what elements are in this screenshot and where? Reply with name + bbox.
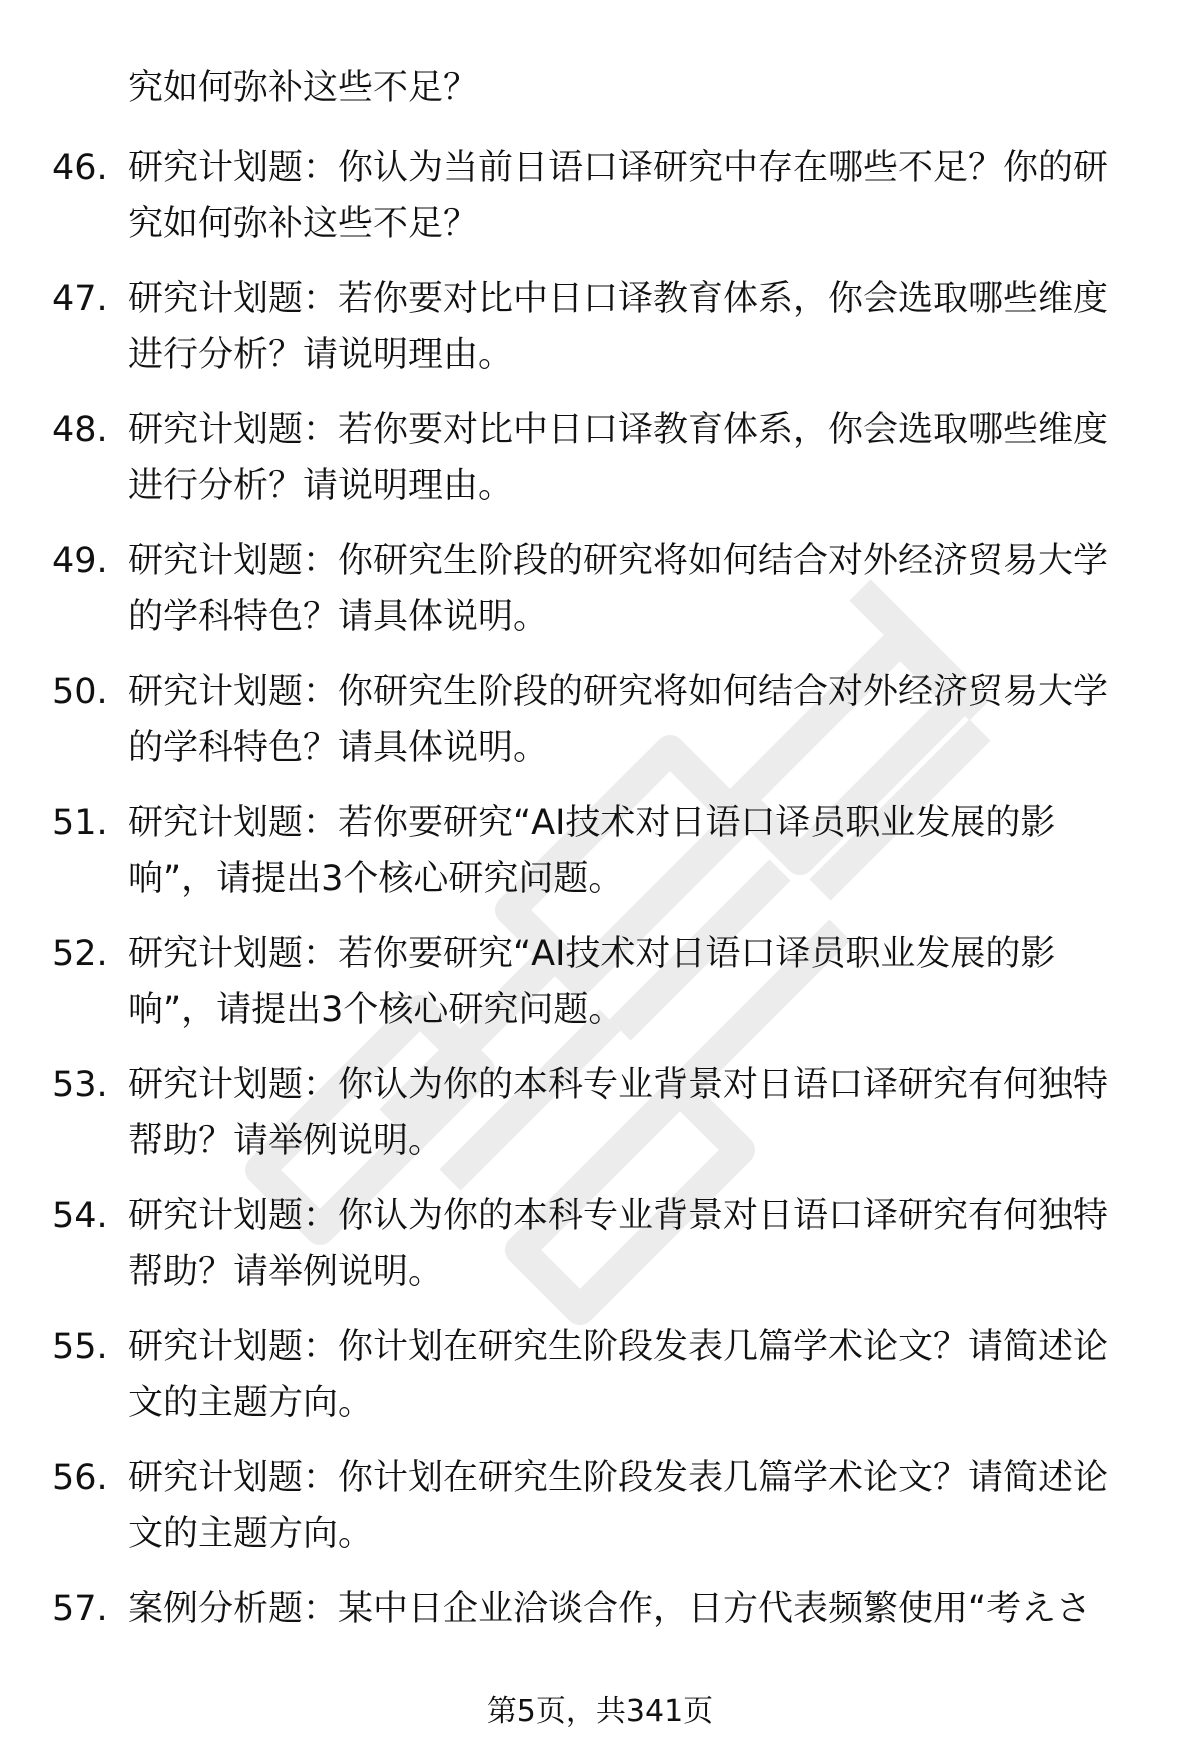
- question-item: [0, 926, 1200, 1057]
- question-item: [0, 1057, 1200, 1188]
- question-number: 46.: [52, 148, 108, 188]
- question-text: [128, 1319, 1138, 1431]
- question-line: 研究计划题：你计划在研究生阶段发表几篇学术论文？请简述论: [128, 1458, 1109, 1498]
- question-text: [128, 271, 1138, 383]
- question-line: 研究计划题：你认为你的本科专业背景对日语口译研究有何独特: [128, 1065, 1109, 1105]
- question-line: 文的主题方向。: [128, 1514, 374, 1554]
- question-line: 研究计划题：若你要研究“AI技术对日语口译员职业发展的影: [128, 803, 1056, 843]
- question-number: 51.: [52, 803, 108, 843]
- question-line: 究如何弥补这些不足？: [128, 204, 479, 244]
- question-text: [128, 1188, 1138, 1300]
- question-line: 研究计划题：你研究生阶段的研究将如何结合对外经济贸易大学: [128, 541, 1109, 581]
- question-number: 50.: [52, 672, 108, 712]
- question-number: 54.: [52, 1196, 108, 1236]
- question-line: 案例分析题：某中日企业洽谈合作，日方代表频繁使用“考えさ: [128, 1589, 1092, 1629]
- question-number: 47.: [52, 279, 108, 319]
- question-item: [0, 1450, 1200, 1581]
- question-text: [128, 1450, 1138, 1562]
- question-number: 48.: [52, 410, 108, 450]
- question-line: 文的主题方向。: [128, 1383, 374, 1423]
- question-number: 57.: [52, 1589, 108, 1629]
- question-line: 的学科特色？请具体说明。: [128, 597, 549, 637]
- question-line: 帮助？请举例说明。: [128, 1252, 444, 1292]
- question-text: [128, 795, 1138, 907]
- question-text: [128, 140, 1138, 252]
- page-footer: 第5页，共341页: [486, 1694, 714, 1729]
- question-line: 的学科特色？请具体说明。: [128, 728, 549, 768]
- question-line: 进行分析？请说明理由。: [128, 335, 514, 375]
- question-item: [0, 795, 1200, 926]
- question-line: 响”，请提出3个核心研究问题。: [128, 859, 624, 899]
- question-text: [128, 1581, 1138, 1637]
- question-line: 研究计划题：若你要研究“AI技术对日语口译员职业发展的影: [128, 934, 1056, 974]
- question-number: 49.: [52, 541, 108, 581]
- question-line: 研究计划题：若你要对比中日口译教育体系，你会选取哪些维度: [128, 279, 1109, 319]
- question-text: [128, 926, 1138, 1038]
- question-item: [0, 1319, 1200, 1450]
- question-item: [0, 402, 1200, 533]
- question-number: 56.: [52, 1458, 108, 1498]
- question-text: [128, 402, 1138, 514]
- question-item: [0, 1188, 1200, 1319]
- question-number: 53.: [52, 1065, 108, 1105]
- question-line: 研究计划题：你认为你的本科专业背景对日语口译研究有何独特: [128, 1196, 1109, 1236]
- question-line: 研究计划题：你计划在研究生阶段发表几篇学术论文？请简述论: [128, 1327, 1109, 1367]
- question-number: 52.: [52, 934, 108, 974]
- question-line: 研究计划题：你研究生阶段的研究将如何结合对外经济贸易大学: [128, 672, 1109, 712]
- question-item: [0, 533, 1200, 664]
- question-text: [128, 664, 1138, 776]
- question-line: 帮助？请举例说明。: [128, 1121, 444, 1161]
- question-list: [0, 140, 1200, 1712]
- question-item: [0, 664, 1200, 795]
- continued-question-text: 究如何弥补这些不足？: [128, 68, 479, 108]
- question-text: [128, 1057, 1138, 1169]
- question-line: 研究计划题：你认为当前日语口译研究中存在哪些不足？你的研: [128, 148, 1109, 188]
- question-item: [0, 271, 1200, 402]
- question-number: 55.: [52, 1327, 108, 1367]
- question-line: 进行分析？请说明理由。: [128, 466, 514, 506]
- question-item: [0, 140, 1200, 271]
- question-line: 研究计划题：若你要对比中日口译教育体系，你会选取哪些维度: [128, 410, 1109, 450]
- question-text: [128, 533, 1138, 645]
- question-line: 响”，请提出3个核心研究问题。: [128, 990, 624, 1030]
